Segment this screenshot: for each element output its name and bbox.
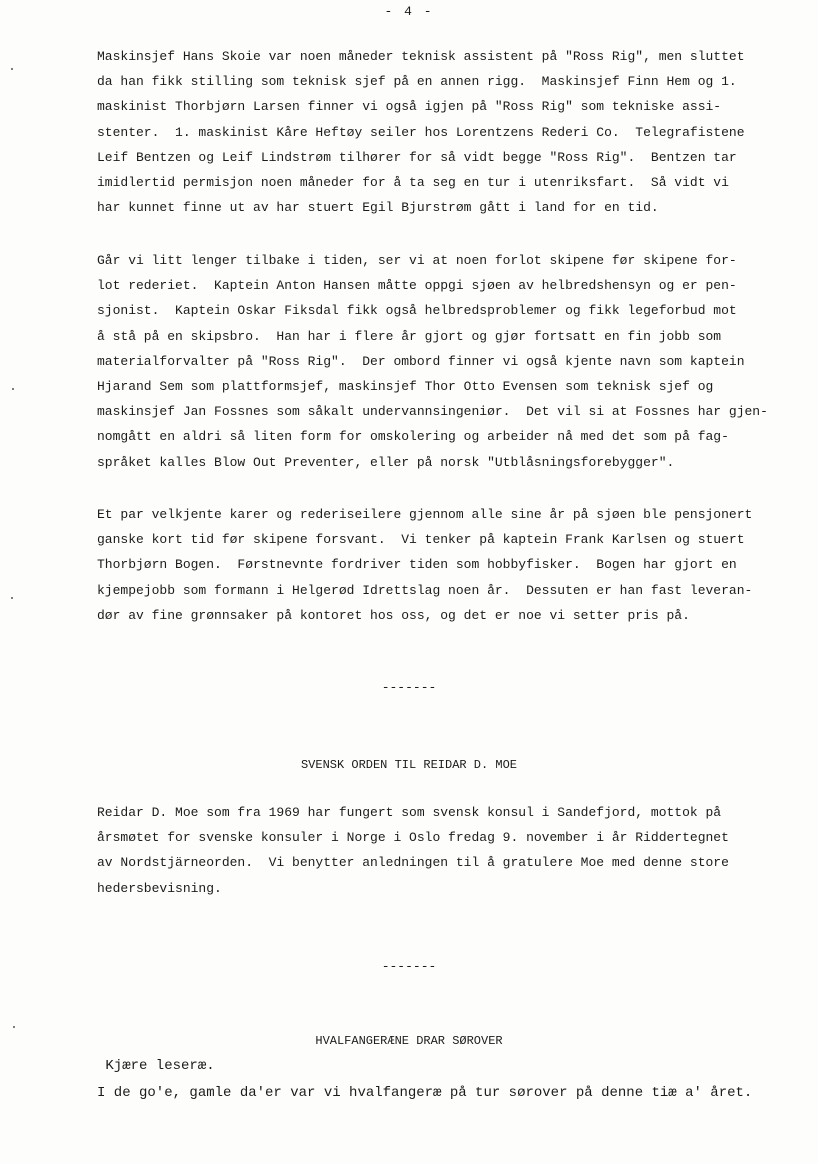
- text-line: stenter. 1. maskinist Kåre Heftøy seiler hos Lorentzens Rederi Co. Telegrafistene: [97, 124, 745, 140]
- text-line: Hjarand Sem som plattformsjef, maskinsjef Thor Otto Evensen som teknisk sjef og: [97, 379, 714, 395]
- scan-speck: [11, 597, 13, 599]
- text-line: maskinist Thorbjørn Larsen finner vi også igjen på "Ross Rig" som tekniske assi-: [97, 99, 722, 115]
- text-line: nomgått en aldri så liten form for omskolering og arbeider nå med det som på fag-: [97, 429, 729, 445]
- section-separator: -------: [381, 680, 437, 695]
- page-number: - 4 -: [384, 4, 434, 19]
- text-line: språket kalles Blow Out Preventer, eller på norsk "Utblåsningsforebygger".: [97, 454, 675, 470]
- paragraph-left-before-ships: [97, 248, 797, 475]
- section-separator: -------: [381, 959, 437, 974]
- text-line: å stå på en skipsbro. Han har i flere år gjort og gjør fortsatt en fin jobb som: [97, 328, 722, 344]
- text-line: ganske kort tid før skipene forsvant. Vi tenker på kaptein Frank Karlsen og stuert: [97, 532, 745, 548]
- text-line: materialforvalter på "Ross Rig". Der ombord finner vi også kjente navn som kaptein: [97, 353, 745, 369]
- paragraph-reidar-moe: [97, 800, 797, 901]
- text-line: Leif Bentzen og Leif Lindstrøm tilhører for så vidt begge "Ross Rig". Bentzen tar: [97, 149, 737, 165]
- text-line: kjempejobb som formann i Helgerød Idrettslag noen år. Dessuten er han fast leveran-: [97, 582, 753, 598]
- section-heading: SVENSK ORDEN TIL REIDAR D. MOE: [300, 758, 518, 772]
- scan-speck: [11, 68, 13, 70]
- text-line: årsmøtet for svenske konsuler i Norge i Oslo fredag 9. november i år Riddertegnet: [97, 830, 729, 846]
- text-line: da han fikk stilling som teknisk sjef på en annen rigg. Maskinsjef Finn Hem og 1.: [97, 74, 737, 90]
- text-line: sjonist. Kaptein Oskar Fiksdal fikk også helbredsproblemer og fikk legeforbud mot: [97, 303, 737, 319]
- scan-speck: [13, 1026, 15, 1028]
- text-line: maskinsjef Jan Fossnes som såkalt undervannsingeniør. Det vil si at Fossnes har gjen-: [97, 404, 768, 420]
- paragraph-hvalfangerane: [97, 1053, 797, 1107]
- text-line: lot rederiet. Kaptein Anton Hansen måtte oppgi sjøen av helbredshensyn og er pen-: [97, 278, 737, 294]
- text-line: hedersbevisning.: [97, 880, 222, 896]
- text-line: Maskinsjef Hans Skoie var noen måneder teknisk assistent på "Ross Rig", men sluttet: [97, 49, 745, 64]
- text-line: dør av fine grønnsaker på kontoret hos oss, og det er noe vi setter pris på.: [97, 607, 690, 623]
- paragraph-staff-ross-rig: [97, 44, 797, 220]
- text-line: I de go'e, gamle da'er var vi hvalfangeræ på tur sørover på denne tiæ a' året.: [97, 1085, 753, 1101]
- section-heading: HVALFANGERÆNE DRAR SØROVER: [315, 1034, 503, 1048]
- text-line: av Nordstjärneorden. Vi benytter anledningen til å gratulere Moe med denne store: [97, 855, 729, 871]
- text-line: Et par velkjente karer og rederiseilere gjennom alle sine år på sjøen ble pensjonert: [97, 507, 753, 522]
- text-line: har kunnet finne ut av har stuert Egil Bjurstrøm gått i land for en tid.: [97, 200, 659, 216]
- text-line: Kjære leseræ.: [97, 1058, 215, 1074]
- text-line: Går vi litt lenger tilbake i tiden, ser vi at noen forlot skipene før skipene for-: [97, 253, 737, 268]
- text-line: Thorbjørn Bogen. Førstnevnte fordriver tiden som hobbyfisker. Bogen har gjort en: [97, 557, 737, 573]
- text-line: Reidar D. Moe som fra 1969 har fungert som svensk konsul i Sandefjord, mottok på: [97, 805, 722, 820]
- text-line: imidlertid permisjon noen måneder for å ta seg en tur i utenriksfart. Så vidt vi: [97, 175, 729, 191]
- paragraph-pensioned: [97, 502, 797, 628]
- scan-speck: [12, 388, 14, 390]
